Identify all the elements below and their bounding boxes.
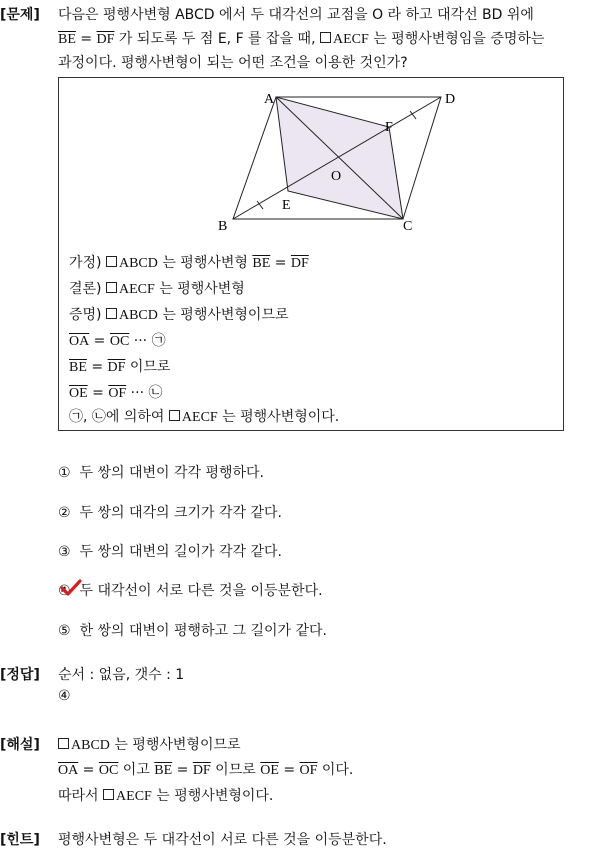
option-text: 한 쌍의 대변이 평행하고 그 길이가 같다. [79, 623, 328, 639]
question-line-1: 다음은 평행사변형 ABCD 에서 두 대각선의 교점을 O 라 하고 대각선 BD 위에 [58, 7, 534, 23]
proof-prefix: 증명) [69, 307, 106, 323]
equals-sign: = [75, 31, 97, 47]
option-text: 두 대각선이 서로 다른 것을 이등분한다. [79, 583, 323, 599]
point-label-a: A [264, 92, 275, 107]
explanation-text: 는 평행사변형이므로 [109, 737, 241, 753]
option-5[interactable] [58, 620, 327, 640]
option-2[interactable] [58, 502, 282, 522]
equals-sign: = [172, 762, 193, 778]
explanation-label: [해설] [0, 737, 40, 753]
question-line-2-end: 는 평행사변형임을 증명하는 [368, 31, 545, 47]
equals-sign: = [87, 385, 109, 401]
proof-given [69, 252, 309, 272]
equals-sign: = [89, 333, 110, 349]
option-number: ⑤ [58, 623, 71, 639]
option-number: ③ [58, 544, 71, 560]
ellipsis: ··· [129, 333, 152, 349]
point-label-d: D [445, 92, 456, 107]
ellipsis: ··· [126, 385, 149, 401]
point-label-e: E [282, 198, 291, 213]
line-7-text: 에 의하여 [105, 409, 169, 425]
quad-abcd: ABCD [118, 308, 158, 323]
option-number: ④ [58, 583, 71, 599]
quadrilateral-symbol [106, 256, 117, 267]
segment-be: $\overline{BE}$ [154, 763, 173, 778]
conclusion-text: 는 평행사변형 [154, 281, 245, 297]
quad-aecf: AECF [116, 789, 152, 804]
conclusion-prefix: 결론) [69, 281, 106, 297]
question-label: [문제] [0, 7, 40, 23]
segment-of: $\overline{OF}$ [299, 763, 318, 778]
explanation-text: 이다. [317, 762, 354, 778]
option-4[interactable] [58, 580, 323, 600]
quadrilateral-symbol [320, 32, 331, 43]
proof-conclusion [69, 278, 245, 298]
quad-aecf: AECF [181, 410, 218, 425]
segment-df: $\overline{DF}$ [96, 32, 115, 47]
question-line-2 [58, 28, 544, 48]
quad-aecf: AECF [118, 282, 155, 297]
explanation-text: 따라서 [58, 788, 104, 804]
option-text: 두 쌍의 대변이 각각 평행하다. [79, 465, 265, 481]
given-text: 는 평행사변형 [157, 255, 253, 271]
explanation-text: 이고 [118, 762, 155, 778]
segment-oe: $\overline{OE}$ [69, 386, 88, 401]
option-number: ② [58, 505, 71, 521]
segment-oc: $\overline{OC}$ [98, 763, 119, 778]
proof-line-4 [69, 330, 166, 350]
proof-line-6 [69, 382, 162, 402]
segment-oa: $\overline{OA}$ [69, 334, 90, 349]
quadrilateral-symbol [106, 308, 117, 319]
question-line-3: 과정이다. 평행사변형이 되는 어떤 조건을 이용한 것인가? [58, 55, 408, 71]
circled-mark-2: ㉡ [91, 409, 106, 425]
segment-df: $\overline{DF}$ [290, 256, 309, 271]
quadrilateral-symbol [169, 410, 180, 421]
segment-df: $\overline{DF}$ [107, 360, 126, 375]
explanation-line-2 [58, 759, 353, 779]
equals-sign: = [270, 255, 291, 271]
segment-be: $\overline{BE}$ [69, 360, 87, 375]
segment-be: $\overline{BE}$ [58, 32, 76, 47]
explanation-line-1 [58, 734, 241, 754]
segment-be: $\overline{BE}$ [252, 256, 271, 271]
answer-label: [정답] [0, 667, 40, 683]
option-text: 두 쌍의 대각의 크기가 각각 같다. [79, 505, 282, 521]
equals-sign: = [78, 762, 99, 778]
quad-aecf: AECF [332, 32, 369, 47]
explanation-line-3 [58, 785, 273, 805]
line-5-text: 이므로 [125, 359, 171, 375]
segment-oa: $\overline{OA}$ [58, 763, 79, 778]
option-number: ① [58, 465, 71, 481]
point-label-f: F [385, 120, 393, 135]
quadrilateral-symbol [58, 738, 69, 749]
equals-sign: = [86, 359, 108, 375]
quad-abcd: ABCD [71, 738, 110, 753]
proof-statement [69, 304, 289, 324]
segment-oc: $\overline{OC}$ [109, 334, 130, 349]
segment-oe: $\overline{OE}$ [260, 763, 279, 778]
option-3[interactable] [58, 541, 282, 561]
explanation-text: 는 평행사변형이다. [151, 788, 274, 804]
circled-mark-1: ㉠ [151, 333, 166, 349]
point-label-c: C [403, 219, 413, 234]
given-prefix: 가정) [69, 255, 106, 271]
question-line-2-text: 가 되도록 두 점 E, F 를 잡을 때, [114, 31, 320, 47]
hint-label: [힌트] [0, 832, 40, 848]
option-1[interactable] [58, 462, 264, 482]
quadrilateral-symbol [103, 789, 114, 800]
proof-text: 는 평행사변형이므로 [157, 307, 289, 323]
segment-df: $\overline{DF}$ [192, 763, 211, 778]
explanation-text: 이므로 [210, 762, 261, 778]
option-text: 두 쌍의 대변의 길이가 각각 같다. [79, 544, 282, 560]
quadrilateral-symbol [106, 282, 117, 293]
parallelogram-figure [196, 83, 466, 243]
point-label-o: O [331, 169, 342, 184]
answer-line-1: 순서 : 없음, 갯수 : 1 [58, 667, 185, 683]
hint-text: 평행사변형은 두 대각선이 서로 다른 것을 이등분한다. [58, 832, 387, 848]
answer-line-2: ④ [58, 688, 71, 704]
segment-of: $\overline{OF}$ [108, 386, 127, 401]
proof-line-7 [69, 406, 339, 426]
proof-line-5 [69, 356, 170, 376]
checkmark-icon [60, 579, 82, 597]
separator: , [83, 409, 92, 425]
point-label-b: B [218, 219, 228, 234]
circled-mark-2: ㉡ [148, 385, 163, 401]
quad-abcd: ABCD [118, 256, 158, 271]
circled-mark-1: ㉠ [69, 409, 83, 425]
equals-sign: = [278, 762, 300, 778]
line-7-end: 는 평행사변형이다. [217, 409, 340, 425]
